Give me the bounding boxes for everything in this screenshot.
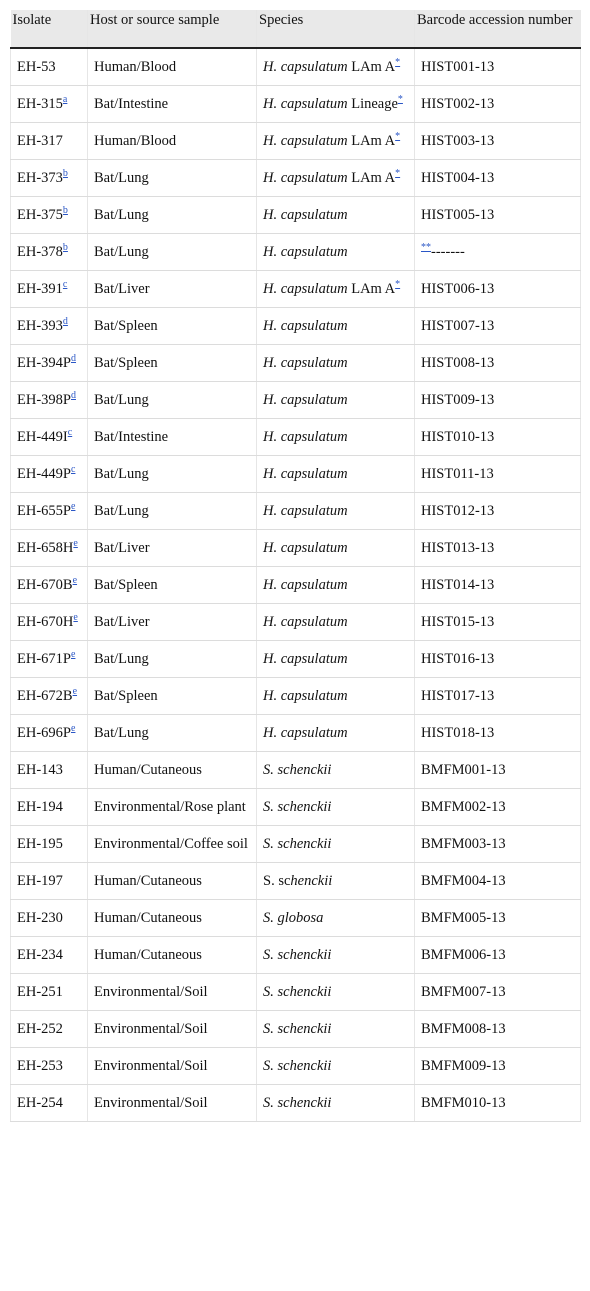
header-row xyxy=(11,10,581,48)
isolate-id: EH-449I xyxy=(17,429,68,445)
isolate-cell xyxy=(11,678,88,715)
table-row xyxy=(11,826,581,863)
table-row xyxy=(11,604,581,641)
species-name: H. capsulatum xyxy=(263,59,348,75)
table-row xyxy=(11,308,581,345)
accession-cell xyxy=(415,752,581,789)
species-name: S. schenckii xyxy=(263,762,332,778)
accession-number: HIST009-13 xyxy=(421,392,495,408)
species-cell xyxy=(257,419,415,456)
accession-cell xyxy=(415,456,581,493)
table-row xyxy=(11,123,581,160)
accession-number: HIST007-13 xyxy=(421,318,495,334)
species-cell xyxy=(257,48,415,86)
accession-footnote-link[interactable]: ** xyxy=(421,242,431,254)
isolate-id: EH-378 xyxy=(17,244,63,260)
accession-cell xyxy=(415,419,581,456)
isolate-id: EH-194 xyxy=(17,799,63,815)
accession-number: BMFM003-13 xyxy=(421,836,506,852)
table-row xyxy=(11,937,581,974)
accession-cell xyxy=(415,308,581,345)
isolate-id: EH-696P xyxy=(17,725,71,741)
accession-number: BMFM004-13 xyxy=(421,873,506,889)
isolate-id: EH-398P xyxy=(17,392,71,408)
species-lineage: Lineage xyxy=(347,96,398,112)
table-row xyxy=(11,160,581,197)
isolate-cell xyxy=(11,1085,88,1122)
species-cell xyxy=(257,1011,415,1048)
isolate-cell xyxy=(11,382,88,419)
species-cell xyxy=(257,493,415,530)
isolate-cell xyxy=(11,456,88,493)
table-row xyxy=(11,345,581,382)
host-source-cell: Bat/Intestine xyxy=(88,419,257,456)
accession-number: BMFM002-13 xyxy=(421,799,506,815)
accession-cell xyxy=(415,1011,581,1048)
isolate-cell xyxy=(11,863,88,900)
footnote-link[interactable]: e xyxy=(72,575,78,587)
isolate-id: EH-317 xyxy=(17,133,63,149)
table-body xyxy=(11,48,581,1122)
footnote-link[interactable]: b xyxy=(62,205,68,217)
species-cell xyxy=(257,234,415,271)
species-cell xyxy=(257,789,415,826)
species-footnote-link[interactable]: * xyxy=(395,168,401,180)
species-name: S. schenckii xyxy=(263,1095,332,1111)
isolate-cell xyxy=(11,345,88,382)
species-cell xyxy=(257,1048,415,1085)
table-row xyxy=(11,1085,581,1122)
table-row xyxy=(11,678,581,715)
accession-cell xyxy=(415,863,581,900)
isolate-id: EH-195 xyxy=(17,836,63,852)
species-cell xyxy=(257,86,415,123)
host-source-cell: Human/Cutaneous xyxy=(88,900,257,937)
isolate-id: EH-449P xyxy=(17,466,71,482)
species-footnote-link[interactable]: * xyxy=(395,57,401,69)
isolate-cell xyxy=(11,234,88,271)
isolate-cell xyxy=(11,567,88,604)
species-name: S. schenckii xyxy=(263,947,332,963)
isolate-id: EH-252 xyxy=(17,1021,63,1037)
accession-cell xyxy=(415,974,581,1011)
accession-number: HIST011-13 xyxy=(421,466,494,482)
host-source-cell: Environmental/Rose plant xyxy=(88,789,257,826)
accession-cell xyxy=(415,345,581,382)
accession-cell xyxy=(415,530,581,567)
isolate-id: EH-253 xyxy=(17,1058,63,1074)
host-source-cell: Bat/Lung xyxy=(88,197,257,234)
accession-number: BMFM005-13 xyxy=(421,910,506,926)
species-cell xyxy=(257,456,415,493)
host-source-cell: Bat/Intestine xyxy=(88,86,257,123)
table-row xyxy=(11,271,581,308)
species-cell xyxy=(257,382,415,419)
table-row xyxy=(11,641,581,678)
species-name: H. capsulatum xyxy=(263,244,348,260)
isolate-cell xyxy=(11,48,88,86)
host-source-cell: Environmental/Soil xyxy=(88,1048,257,1085)
isolate-cell xyxy=(11,197,88,234)
host-source-cell: Human/Cutaneous xyxy=(88,937,257,974)
species-name: H. capsulatum xyxy=(263,318,348,334)
accession-cell xyxy=(415,826,581,863)
table-header xyxy=(11,10,581,48)
host-source-cell: Bat/Spleen xyxy=(88,678,257,715)
isolate-id: EH-315 xyxy=(17,96,63,112)
species-name: H. capsulatum xyxy=(263,207,348,223)
accession-cell xyxy=(415,900,581,937)
isolate-cell xyxy=(11,1011,88,1048)
species-name: H. capsulatum xyxy=(263,540,348,556)
host-source-cell: Bat/Liver xyxy=(88,604,257,641)
isolate-id: EH-254 xyxy=(17,1095,63,1111)
isolate-cell xyxy=(11,604,88,641)
host-source-cell: Bat/Lung xyxy=(88,160,257,197)
species-lineage: LAm A xyxy=(347,170,396,186)
accession-cell xyxy=(415,160,581,197)
host-source-cell: Human/Blood xyxy=(88,48,257,86)
accession-number: HIST015-13 xyxy=(421,614,495,630)
isolate-id: EH-373 xyxy=(17,170,63,186)
accession-number: HIST017-13 xyxy=(421,688,495,704)
species-prefix: S. sc xyxy=(263,873,291,889)
table-row xyxy=(11,86,581,123)
species-cell xyxy=(257,123,415,160)
accession-cell xyxy=(415,197,581,234)
isolate-id: EH-671P xyxy=(17,651,71,667)
isolates-table xyxy=(10,10,581,1122)
table-row xyxy=(11,789,581,826)
footnote-link[interactable]: d xyxy=(70,390,76,402)
isolate-id: EH-230 xyxy=(17,910,63,926)
host-source-cell: Human/Blood xyxy=(88,123,257,160)
accession-number: HIST002-13 xyxy=(421,96,495,112)
accession-number: HIST013-13 xyxy=(421,540,495,556)
isolate-cell xyxy=(11,123,88,160)
species-lineage: LAm A xyxy=(347,133,396,149)
isolate-id: EH-197 xyxy=(17,873,63,889)
table-row xyxy=(11,1011,581,1048)
species-cell xyxy=(257,826,415,863)
table-row xyxy=(11,752,581,789)
isolate-cell xyxy=(11,789,88,826)
footnote-link[interactable]: e xyxy=(70,723,76,735)
footnote-link[interactable]: c xyxy=(62,279,68,291)
isolate-cell xyxy=(11,937,88,974)
species-name: S. globosa xyxy=(263,910,324,926)
host-source-cell: Bat/Lung xyxy=(88,641,257,678)
species-cell xyxy=(257,752,415,789)
accession-cell xyxy=(415,641,581,678)
footnote-link[interactable]: c xyxy=(67,427,73,439)
species-name: S. schenckii xyxy=(263,1058,332,1074)
host-source-cell: Human/Cutaneous xyxy=(88,863,257,900)
isolate-cell xyxy=(11,641,88,678)
species-name: H. capsulatum xyxy=(263,688,348,704)
footnote-link[interactable]: e xyxy=(73,538,78,550)
isolate-cell xyxy=(11,900,88,937)
species-footnote-link[interactable]: * xyxy=(395,131,401,143)
species-cell xyxy=(257,937,415,974)
species-footnote-link[interactable]: * xyxy=(397,94,403,106)
species-cell xyxy=(257,863,415,900)
species-name: H. capsulatum xyxy=(263,392,348,408)
accession-number: HIST012-13 xyxy=(421,503,495,519)
isolate-id: EH-391 xyxy=(17,281,63,297)
accession-number: HIST008-13 xyxy=(421,355,495,371)
isolate-cell xyxy=(11,974,88,1011)
accession-number: BMFM010-13 xyxy=(421,1095,506,1111)
isolate-cell xyxy=(11,530,88,567)
accession-cell xyxy=(415,234,581,271)
species-cell xyxy=(257,530,415,567)
accession-cell xyxy=(415,493,581,530)
host-source-cell: Bat/Lung xyxy=(88,456,257,493)
isolate-cell xyxy=(11,493,88,530)
host-source-cell: Bat/Lung xyxy=(88,493,257,530)
table-row xyxy=(11,530,581,567)
isolate-cell xyxy=(11,752,88,789)
header-host-or-source: Host or source sample xyxy=(88,10,257,48)
species-name: S. schenckii xyxy=(263,984,332,1000)
host-source-cell: Environmental/Soil xyxy=(88,1085,257,1122)
accession-cell xyxy=(415,604,581,641)
host-source-cell: Bat/Spleen xyxy=(88,345,257,382)
isolate-cell xyxy=(11,715,88,752)
species-name: H. capsulatum xyxy=(263,281,348,297)
accession-number: BMFM008-13 xyxy=(421,1021,506,1037)
table-row xyxy=(11,567,581,604)
footnote-link[interactable]: e xyxy=(70,501,76,513)
table-row xyxy=(11,493,581,530)
accession-cell xyxy=(415,678,581,715)
isolate-id: EH-670H xyxy=(17,614,74,630)
footnote-link[interactable]: b xyxy=(62,242,68,254)
species-cell xyxy=(257,160,415,197)
accession-cell xyxy=(415,271,581,308)
species-name: H. capsulatum xyxy=(263,466,348,482)
accession-number: HIST010-13 xyxy=(421,429,495,445)
species-name: H. capsulatum xyxy=(263,133,348,149)
accession-cell xyxy=(415,789,581,826)
isolate-id: EH-53 xyxy=(17,59,56,75)
species-name: S. schenckii xyxy=(263,1021,332,1037)
host-source-cell: Bat/Lung xyxy=(88,234,257,271)
species-name: henckii xyxy=(290,873,333,889)
footnote-link[interactable]: d xyxy=(70,353,76,365)
table-row xyxy=(11,48,581,86)
species-cell xyxy=(257,1085,415,1122)
host-source-cell: Bat/Liver xyxy=(88,530,257,567)
accession-number: HIST014-13 xyxy=(421,577,495,593)
header-barcode-accession: Barcode accession number xyxy=(415,10,581,48)
isolate-cell xyxy=(11,271,88,308)
table-row xyxy=(11,715,581,752)
table-row xyxy=(11,974,581,1011)
species-lineage: LAm A xyxy=(347,59,396,75)
table-row xyxy=(11,1048,581,1085)
isolate-id: EH-234 xyxy=(17,947,63,963)
table-row xyxy=(11,234,581,271)
species-cell xyxy=(257,345,415,382)
accession-cell xyxy=(415,1048,581,1085)
footnote-link[interactable]: a xyxy=(62,94,68,106)
isolate-cell xyxy=(11,1048,88,1085)
accession-cell xyxy=(415,937,581,974)
header-species: Species xyxy=(257,10,415,48)
host-source-cell: Human/Cutaneous xyxy=(88,752,257,789)
species-cell xyxy=(257,974,415,1011)
table-row xyxy=(11,419,581,456)
species-lineage: LAm A xyxy=(347,281,396,297)
species-cell xyxy=(257,567,415,604)
isolate-id: EH-251 xyxy=(17,984,63,1000)
footnote-link[interactable]: e xyxy=(70,649,76,661)
accession-cell xyxy=(415,382,581,419)
accession-number: HIST001-13 xyxy=(421,59,495,75)
accession-number: BMFM006-13 xyxy=(421,947,506,963)
table-row xyxy=(11,900,581,937)
accession-number: BMFM009-13 xyxy=(421,1058,506,1074)
species-cell xyxy=(257,678,415,715)
accession-cell xyxy=(415,48,581,86)
species-name: H. capsulatum xyxy=(263,725,348,741)
table-row xyxy=(11,197,581,234)
isolate-cell xyxy=(11,826,88,863)
isolate-id: EH-394P xyxy=(17,355,71,371)
host-source-cell: Bat/Lung xyxy=(88,382,257,419)
isolate-cell xyxy=(11,160,88,197)
accession-number: HIST003-13 xyxy=(421,133,495,149)
footnote-link[interactable]: e xyxy=(72,686,78,698)
host-source-cell: Environmental/Soil xyxy=(88,974,257,1011)
host-source-cell: Bat/Spleen xyxy=(88,308,257,345)
isolate-id: EH-375 xyxy=(17,207,63,223)
species-cell xyxy=(257,900,415,937)
species-name: H. capsulatum xyxy=(263,577,348,593)
host-source-cell: Environmental/Coffee soil xyxy=(88,826,257,863)
isolate-cell xyxy=(11,86,88,123)
accession-cell xyxy=(415,567,581,604)
isolate-id: EH-655P xyxy=(17,503,71,519)
species-cell xyxy=(257,604,415,641)
species-name: H. capsulatum xyxy=(263,96,348,112)
species-cell xyxy=(257,715,415,752)
accession-number: HIST016-13 xyxy=(421,651,495,667)
table-row xyxy=(11,456,581,493)
header-isolate: Isolate xyxy=(11,10,88,48)
accession-cell xyxy=(415,1085,581,1122)
table-row xyxy=(11,863,581,900)
species-name: H. capsulatum xyxy=(263,429,348,445)
isolate-id: EH-670B xyxy=(17,577,73,593)
accession-number: HIST006-13 xyxy=(421,281,495,297)
species-footnote-link[interactable]: * xyxy=(395,279,401,291)
accession-number: BMFM007-13 xyxy=(421,984,506,1000)
species-cell xyxy=(257,308,415,345)
species-name: S. schenckii xyxy=(263,799,332,815)
footnote-link[interactable]: b xyxy=(62,168,68,180)
accession-cell xyxy=(415,123,581,160)
isolate-id: EH-658H xyxy=(17,540,74,556)
isolate-id: EH-393 xyxy=(17,318,63,334)
isolate-id: EH-672B xyxy=(17,688,73,704)
species-cell xyxy=(257,271,415,308)
host-source-cell: Bat/Liver xyxy=(88,271,257,308)
species-name: S. schenckii xyxy=(263,836,332,852)
isolate-id: EH-143 xyxy=(17,762,63,778)
species-name: H. capsulatum xyxy=(263,170,348,186)
species-name: H. capsulatum xyxy=(263,355,348,371)
footnote-link[interactable]: c xyxy=(70,464,76,476)
species-name: H. capsulatum xyxy=(263,614,348,630)
accession-number: HIST005-13 xyxy=(421,207,495,223)
footnote-link[interactable]: e xyxy=(73,612,78,624)
accession-cell xyxy=(415,715,581,752)
species-name: H. capsulatum xyxy=(263,503,348,519)
species-name: H. capsulatum xyxy=(263,651,348,667)
accession-number: ------- xyxy=(431,244,465,260)
accession-number: HIST004-13 xyxy=(421,170,495,186)
table-row xyxy=(11,382,581,419)
isolate-cell xyxy=(11,308,88,345)
host-source-cell: Environmental/Soil xyxy=(88,1011,257,1048)
species-cell xyxy=(257,197,415,234)
accession-number: HIST018-13 xyxy=(421,725,495,741)
host-source-cell: Bat/Spleen xyxy=(88,567,257,604)
footnote-link[interactable]: d xyxy=(62,316,68,328)
species-cell xyxy=(257,641,415,678)
accession-cell xyxy=(415,86,581,123)
accession-number: BMFM001-13 xyxy=(421,762,506,778)
isolate-cell xyxy=(11,419,88,456)
host-source-cell: Bat/Lung xyxy=(88,715,257,752)
